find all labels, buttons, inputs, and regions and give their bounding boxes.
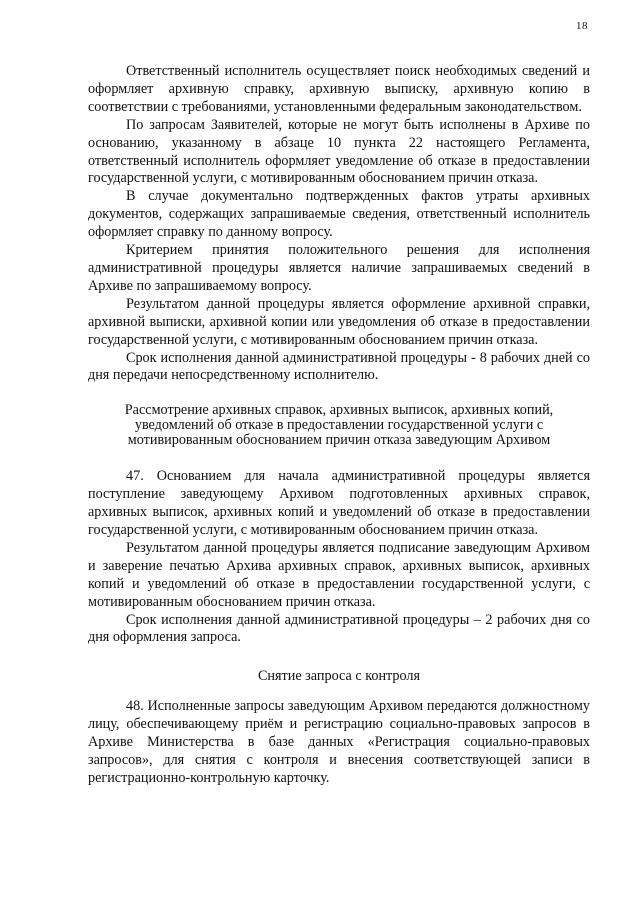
page-number: 18: [576, 20, 588, 32]
spacer: [88, 448, 590, 468]
paragraph-procedure-term: Срок исполнения данной административной процедуры - 8 рабочих дней со дня передачи непосредственному исполнителю.: [88, 349, 590, 384]
spacer: [88, 385, 590, 403]
spacer: [88, 684, 590, 698]
section-title-review: Рассмотрение архивных справок, архивных выписок, архивных копий, уведомлений об отказе в предоставлении государственной услуги с мотивированным обоснованием причин отказа заведующим Архивом: [124, 402, 554, 449]
document-body: [88, 63, 590, 788]
paragraph-item-47: 47. Основанием для начала административной процедуры является поступление заведующему Архивом подготовленных архивных справок, архивных выписок, архивных копий и уведомлений об отказе в предоставлении государственной услуги, с мотивированным обоснованием причин отказа.: [88, 468, 590, 539]
section-title-control-removal: Снятие запроса с контроля: [257, 668, 421, 685]
paragraph-loss-facts: В случае документально подтвержденных фактов утраты архивных документов, содержащих запрашиваемые сведения, ответственный исполнитель оформляет справку по данному вопросу.: [88, 188, 590, 241]
paragraph-signing-term: Срок исполнения данной административной процедуры – 2 рабочих дня со дня оформления запроса.: [88, 611, 590, 646]
paragraph-refusal-notice: По запросам Заявителей, которые не могут быть исполнены в Архиве по основанию, указанному в абзаце 10 пункта 22 настоящего Регламента, ответственный исполнитель оформляет уведомление об отказе в предоставлении государственной услуги, с мотивированным обоснованием причин отказа.: [88, 116, 590, 187]
paragraph-procedure-result: Результатом данной процедуры является оформление архивной справки, архивной выписки, архивной копии или уведомления об отказе в предоставлении государственной услуги, с мотивированным обоснованием причин отказа.: [88, 295, 590, 348]
paragraph-item-48: 48. Исполненные запросы заведующим Архивом передаются должностному лицу, обеспечивающему приём и регистрацию социально-правовых запросов в Архиве Министерства в базе данных «Регистрация социально-правовых запросов», для снятия с контроля и внесения соответствующей записи в регистрационно-контрольную карточку.: [88, 698, 590, 786]
paragraph-signing-result: Результатом данной процедуры является подписание заведующим Архивом и заверение печатью Архива архивных справок, архивных выписок, архивных копий и уведомлений об отказе в предоставлении государственной услуги, с мотивированным обоснованием причин отказа.: [88, 539, 590, 610]
paragraph-search-info: Ответственный исполнитель осуществляет поиск необходимых сведений и оформляет архивную справку, архивную выписку, архивную копию в соответствии с требованиями, установленными федеральным законодательством.: [88, 63, 590, 115]
spacer: [88, 647, 590, 669]
paragraph-decision-criterion: Критерием принятия положительного решения для исполнения административной процедуры является наличие запрашиваемых сведений в Архиве по запрашиваемому вопросу.: [88, 242, 590, 294]
